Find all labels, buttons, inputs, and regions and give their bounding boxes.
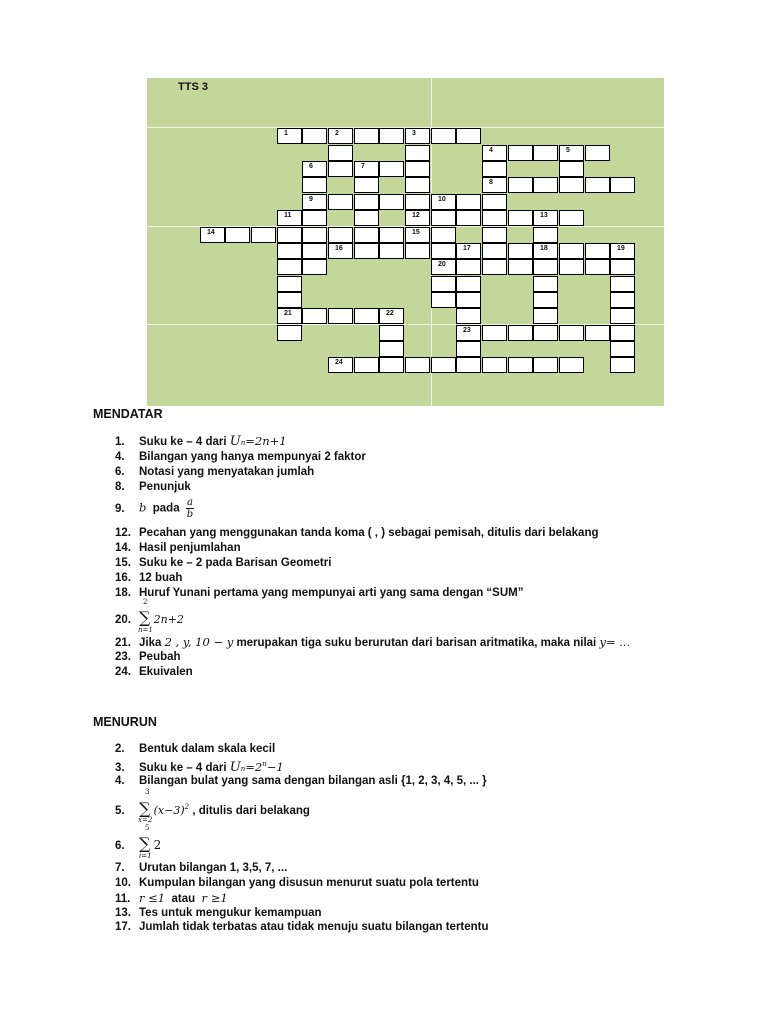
clue-across-8: 8. Penunjuk	[115, 481, 191, 493]
grid-cell[interactable]	[585, 259, 610, 275]
grid-cell[interactable]	[610, 276, 635, 292]
cell-number: 15	[412, 229, 420, 236]
grid-cell[interactable]	[225, 227, 250, 243]
fraction-a-over-b: $\frac{a}{b}$	[186, 497, 194, 520]
grid-cell[interactable]	[533, 292, 558, 308]
cell-number: 9	[309, 196, 313, 203]
sigma-symbol: ∑	[139, 608, 151, 627]
grid-cell[interactable]	[533, 177, 558, 193]
grid-cell[interactable]	[610, 325, 635, 341]
grid-cell[interactable]	[431, 357, 456, 373]
grid-cell[interactable]	[559, 259, 584, 275]
grid-cell[interactable]	[354, 128, 379, 144]
cell-number: 3	[412, 130, 416, 137]
grid-cell-22[interactable]	[379, 308, 404, 324]
clue-down-10: 10. Kumpulan bilangan yang disusun menurut suatu pola tertentu	[115, 877, 479, 889]
grid-cell[interactable]	[431, 243, 456, 259]
cell-number: 20	[438, 261, 446, 268]
grid-cell[interactable]	[456, 259, 481, 275]
grid-cell[interactable]	[508, 145, 533, 161]
clue-across-23: 23. Peubah	[115, 651, 181, 663]
grid-cell[interactable]	[482, 161, 507, 177]
grid-cell[interactable]	[328, 145, 353, 161]
cell-number: 14	[207, 229, 215, 236]
grid-cell[interactable]	[251, 227, 276, 243]
cell-number: 6	[309, 163, 313, 170]
grid-cell-13[interactable]	[533, 210, 558, 226]
grid-cell[interactable]	[354, 308, 379, 324]
grid-cell[interactable]	[354, 227, 379, 243]
clue-down-11: 11. r ≤1 atau r ≥1	[115, 891, 228, 905]
grid-cell-15[interactable]	[405, 227, 430, 243]
grid-cell-23[interactable]	[456, 325, 481, 341]
grid-cell[interactable]	[405, 161, 430, 177]
grid-cell[interactable]	[328, 161, 353, 177]
sigma-lower-5: x=2	[138, 816, 153, 824]
grid-cell[interactable]	[379, 194, 404, 210]
grid-cell[interactable]	[277, 259, 302, 275]
grid-cell[interactable]	[610, 177, 635, 193]
grid-cell[interactable]	[277, 276, 302, 292]
grid-cell[interactable]	[508, 259, 533, 275]
grid-cell[interactable]	[559, 177, 584, 193]
cell-number: 21	[284, 310, 292, 317]
grid-cell[interactable]	[533, 145, 558, 161]
grid-cell[interactable]	[456, 341, 481, 357]
grid-cell[interactable]	[610, 259, 635, 275]
cell-number: 18	[540, 245, 548, 252]
grid-cell[interactable]	[405, 357, 430, 373]
grid-cell[interactable]	[328, 308, 353, 324]
grid-cell[interactable]	[354, 177, 379, 193]
grid-cell[interactable]	[379, 128, 404, 144]
grid-cell[interactable]	[431, 210, 456, 226]
grid-cell[interactable]	[585, 325, 610, 341]
grid-cell[interactable]	[405, 194, 430, 210]
grid-cell[interactable]	[456, 308, 481, 324]
sigma-upper-5: 3	[145, 788, 150, 796]
clue-down-5: 5. ∑ $(x-3)^2$ , ditulis dari belakang	[115, 798, 310, 818]
grid-cell[interactable]	[302, 210, 327, 226]
cell-number: 10	[438, 196, 446, 203]
cell-number: 22	[386, 310, 394, 317]
grid-cell[interactable]	[354, 194, 379, 210]
grid-cell[interactable]	[508, 325, 533, 341]
clue-down-4: 4. Bilangan bulat yang sama dengan bilangan asli {1, 2, 3, 4, 5, ... }	[115, 775, 487, 787]
grid-cell[interactable]	[302, 177, 327, 193]
grid-cell[interactable]	[277, 227, 302, 243]
grid-cell-21[interactable]	[277, 308, 302, 324]
clue-down-3: 3. Suku ke – 4 dari $Un=2^n-1$	[115, 759, 284, 775]
grid-cell[interactable]	[328, 227, 353, 243]
grid-cell[interactable]	[533, 259, 558, 275]
grid-cell[interactable]	[610, 357, 635, 373]
grid-cell[interactable]	[354, 357, 379, 373]
cell-number: 5	[566, 147, 570, 154]
grid-cell[interactable]	[277, 243, 302, 259]
grid-cell[interactable]	[302, 128, 327, 144]
grid-cell[interactable]	[379, 161, 404, 177]
clue-down-13: 13. Tes untuk mengukur kemampuan	[115, 907, 322, 919]
grid-cell[interactable]	[354, 243, 379, 259]
clue-down-2: 2. Bentuk dalam skala kecil	[115, 743, 276, 755]
grid-cell[interactable]	[482, 210, 507, 226]
grid-cell[interactable]	[328, 194, 353, 210]
sigma-upper-6: 5	[145, 824, 150, 832]
grid-cell-2[interactable]	[328, 128, 353, 144]
grid-cell[interactable]	[456, 357, 481, 373]
grid-cell[interactable]	[456, 210, 481, 226]
cell-number: 1	[284, 130, 288, 137]
cell-number: 23	[463, 327, 471, 334]
grid-cell[interactable]	[482, 227, 507, 243]
cell-number: 11	[284, 212, 292, 219]
grid-cell[interactable]	[405, 145, 430, 161]
cell-number: 13	[540, 212, 548, 219]
grid-cell-9[interactable]	[302, 194, 327, 210]
grid-cell[interactable]	[533, 357, 558, 373]
grid-cell-10[interactable]	[431, 194, 456, 210]
grid-cell[interactable]	[456, 194, 481, 210]
grid-cell[interactable]	[533, 308, 558, 324]
grid-cell-11[interactable]	[277, 210, 302, 226]
grid-cell-6[interactable]	[302, 161, 327, 177]
grid-cell[interactable]	[508, 177, 533, 193]
grid-cell[interactable]	[431, 292, 456, 308]
clue-across-12: 12. Pecahan yang menggunakan tanda koma ( , ) sebagai pemisah, ditulis dari belakang	[115, 527, 599, 539]
grid-cell-7[interactable]	[354, 161, 379, 177]
sigma-upper-20: 2	[143, 598, 148, 606]
grid-cell[interactable]	[482, 357, 507, 373]
grid-cell[interactable]	[379, 341, 404, 357]
grid-cell[interactable]	[431, 128, 456, 144]
grid-cell[interactable]	[559, 161, 584, 177]
clue-across-4: 4. Bilangan yang hanya mempunyai 2 faktor	[115, 451, 366, 463]
grid-cell[interactable]	[302, 243, 327, 259]
grid-cell[interactable]	[405, 177, 430, 193]
cell-number: 8	[489, 179, 493, 186]
grid-cell[interactable]	[585, 243, 610, 259]
mendatar-heading: MENDATAR	[93, 407, 163, 421]
grid-cell[interactable]	[559, 210, 584, 226]
clue-across-16: 16. 12 buah	[115, 572, 183, 584]
grid-cell[interactable]	[585, 177, 610, 193]
grid-cell[interactable]	[508, 210, 533, 226]
grid-cell-24[interactable]	[328, 357, 353, 373]
clue-across-1: 1. Suku ke – 4 dari Un=2n+1	[115, 434, 287, 449]
grid-cell-18[interactable]	[533, 243, 558, 259]
grid-cell[interactable]	[302, 227, 327, 243]
menurun-heading: MENURUN	[93, 715, 157, 729]
cell-number: 16	[335, 245, 343, 252]
clue-down-6: 6. ∑ 2	[115, 834, 162, 853]
grid-cell[interactable]	[610, 341, 635, 357]
grid-cell[interactable]	[482, 243, 507, 259]
grid-cell[interactable]	[405, 243, 430, 259]
grid-cell-3[interactable]	[405, 128, 430, 144]
cell-number: 17	[463, 245, 471, 252]
grid-cell-4[interactable]	[482, 145, 507, 161]
grid-cell[interactable]	[482, 325, 507, 341]
cell-number: 2	[335, 130, 339, 137]
puzzle-title: TTS 3	[178, 81, 208, 93]
grid-cell-17[interactable]	[456, 243, 481, 259]
grid-cell[interactable]	[379, 243, 404, 259]
cell-number: 4	[489, 147, 493, 154]
grid-cell[interactable]	[533, 325, 558, 341]
grid-cell[interactable]	[610, 292, 635, 308]
grid-cell[interactable]	[277, 292, 302, 308]
grid-cell[interactable]	[610, 308, 635, 324]
grid-cell[interactable]	[559, 243, 584, 259]
clue-across-14: 14. Hasil penjumlahan	[115, 542, 241, 554]
clue-down-17: 17. Jumlah tidak terbatas atau tidak menuju suatu bilangan tertentu	[115, 921, 489, 933]
grid-cell[interactable]	[482, 194, 507, 210]
grid-cell-16[interactable]	[328, 243, 353, 259]
grid-cell[interactable]	[302, 259, 327, 275]
grid-cell[interactable]	[379, 357, 404, 373]
grid-cell-19[interactable]	[610, 243, 635, 259]
grid-cell[interactable]	[585, 145, 610, 161]
sigma-lower-20: n=1	[138, 626, 153, 634]
clue-down-7: 7. Urutan bilangan 1, 3,5, 7, ...	[115, 862, 288, 874]
grid-cell[interactable]	[533, 276, 558, 292]
grid-cell[interactable]	[354, 210, 379, 226]
clue-across-15: 15. Suku ke – 2 pada Barisan Geometri	[115, 557, 332, 569]
clue-across-20: 20. ∑ 2n+2	[115, 608, 184, 627]
grid-cell[interactable]	[559, 325, 584, 341]
clue-across-24: 24. Ekuivalen	[115, 666, 193, 678]
sigma-symbol: ∑	[139, 834, 151, 853]
cell-number: 24	[335, 359, 343, 366]
grid-cell-20[interactable]	[431, 259, 456, 275]
clue-across-6: 6. Notasi yang menyatakan jumlah	[115, 466, 315, 478]
grid-cell-5[interactable]	[559, 145, 584, 161]
clue-across-21: 21. Jika 2 , y, 10 − y merupakan tiga suku berurutan dari barisan aritmatika, maka nilai y= ...	[115, 635, 631, 649]
grid-cell[interactable]	[456, 292, 481, 308]
grid-cell[interactable]	[277, 325, 302, 341]
grid-cell[interactable]	[431, 227, 456, 243]
grid-cell-12[interactable]	[405, 210, 430, 226]
cell-number: 19	[617, 245, 625, 252]
grid-cell[interactable]	[533, 227, 558, 243]
grid-cell-8[interactable]	[482, 177, 507, 193]
grid-cell[interactable]	[559, 357, 584, 373]
cell-number: 7	[361, 163, 365, 170]
grid-cell[interactable]	[508, 243, 533, 259]
cell-number: 12	[412, 212, 420, 219]
grid-cell[interactable]	[431, 276, 456, 292]
grid-cell-14[interactable]	[200, 227, 225, 243]
sigma-symbol: ∑	[139, 798, 151, 818]
grid-cell[interactable]	[379, 227, 404, 243]
sigma-lower-6: i=1	[139, 852, 152, 860]
clue-across-18: 18. Huruf Yunani pertama yang mempunyai arti yang sama dengan “SUM”	[115, 587, 524, 599]
grid-cell[interactable]	[482, 259, 507, 275]
grid-cell[interactable]	[508, 357, 533, 373]
grid-cell[interactable]	[379, 325, 404, 341]
grid-cell-1[interactable]	[277, 128, 302, 144]
grid-cell[interactable]	[456, 276, 481, 292]
clue-across-9: 9. b pada $\frac{a}{b}$	[115, 497, 194, 520]
grid-cell[interactable]	[302, 308, 327, 324]
grid-cell[interactable]	[456, 128, 481, 144]
